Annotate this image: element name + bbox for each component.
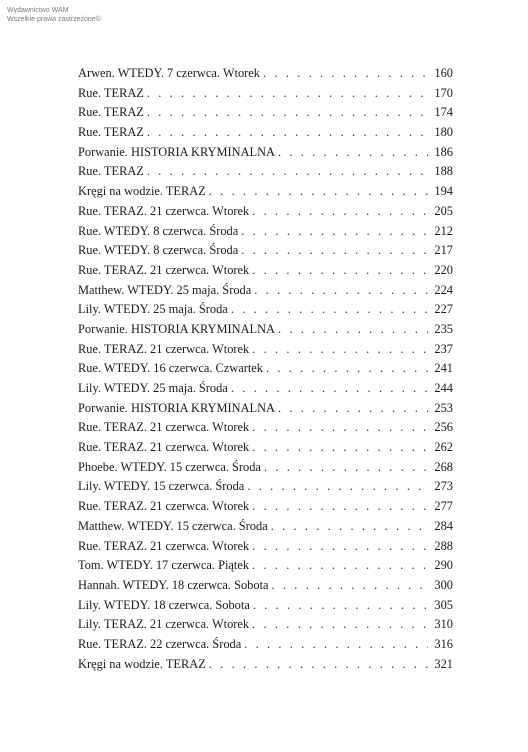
toc-entry-page-number: 194	[434, 184, 453, 199]
toc-entry-page-number: 253	[434, 400, 453, 415]
toc-entry	[78, 635, 453, 655]
toc-entry	[78, 64, 453, 84]
toc-dot-leader	[252, 202, 428, 222]
toc-dot-leader	[252, 340, 428, 360]
toc-entry-title: Rue. WTEDY. 8 czerwca. Środa	[78, 223, 239, 238]
toc-entry-page-number: 300	[434, 577, 453, 592]
toc-entry-title: Rue. WTEDY. 8 czerwca. Środa	[78, 243, 239, 258]
toc-entry	[78, 596, 453, 616]
toc-entry-page-number: 284	[434, 518, 453, 533]
toc-dot-leader	[231, 300, 429, 320]
toc-entry-title: Matthew. WTEDY. 25 maja. Środa	[78, 282, 252, 297]
toc-dot-leader	[252, 438, 428, 458]
toc-entry	[78, 576, 453, 596]
toc-entry-page-number: 262	[434, 440, 453, 455]
toc-dot-leader	[278, 399, 428, 419]
toc-entry-page-number: 174	[434, 105, 453, 120]
toc-entry	[78, 359, 453, 379]
toc-entry-title: Arwen. WTEDY. 7 czerwca. Wtorek	[78, 66, 261, 80]
toc-dot-leader	[278, 143, 428, 163]
publisher-notice	[7, 6, 101, 24]
toc-entry-title: Lily. WTEDY. 18 czerwca. Sobota	[78, 597, 250, 612]
toc-dot-leader	[231, 379, 429, 399]
toc-entry	[78, 103, 453, 123]
toc-entry-title: Rue. TERAZ. 21 czerwca. Wtorek	[78, 341, 250, 356]
toc-entry	[78, 84, 453, 104]
toc-entry-page-number: 212	[434, 223, 453, 238]
toc-entry	[78, 418, 453, 438]
toc-dot-leader	[244, 635, 428, 655]
toc-entry	[78, 556, 453, 576]
toc-entry-page-number: 160	[434, 66, 453, 80]
toc-dot-leader	[252, 537, 428, 557]
toc-entry	[78, 655, 453, 675]
toc-dot-leader	[252, 615, 428, 635]
toc-entry	[78, 202, 453, 222]
toc-entry-title: Rue. TERAZ	[78, 105, 144, 120]
toc-entry-page-number: 188	[434, 164, 453, 179]
toc-entry-page-number: 241	[434, 361, 453, 376]
toc-entry-title: Kręgi na wodzie. TERAZ	[78, 656, 206, 671]
toc-entry-title: Matthew. WTEDY. 15 czerwca. Środa	[78, 518, 268, 533]
toc-entry	[78, 537, 453, 557]
toc-entry-title: Tom. WTEDY. 17 czerwca. Piątek	[78, 558, 250, 573]
toc-entry-title: Lily. WTEDY. 15 czerwca. Środa	[78, 479, 245, 494]
toc-entry	[78, 182, 453, 202]
toc-entry-title: Rue. WTEDY. 16 czerwca. Czwartek	[78, 361, 263, 376]
toc-dot-leader	[209, 182, 429, 202]
toc-entry-title: Rue. TERAZ. 21 czerwca. Wtorek	[78, 440, 250, 455]
toc-entry-page-number: 316	[434, 636, 453, 651]
toc-entry-title: Lily. WTEDY. 25 maja. Środa	[78, 302, 228, 317]
toc-dot-leader	[266, 359, 428, 379]
toc-entry	[78, 143, 453, 163]
toc-entry-page-number: 180	[434, 125, 453, 140]
toc-entry-page-number: 256	[434, 420, 453, 435]
toc-dot-leader	[147, 162, 429, 182]
toc-entry	[78, 458, 453, 478]
toc-entry	[78, 517, 453, 537]
toc-entry-page-number: 305	[434, 597, 453, 612]
toc-entry-page-number: 227	[434, 302, 453, 317]
toc-dot-leader	[252, 418, 428, 438]
toc-dot-leader	[278, 320, 428, 340]
toc-dot-leader	[147, 103, 429, 123]
toc-dot-leader	[241, 241, 428, 261]
toc-entry-title: Rue. TERAZ. 21 czerwca. Wtorek	[78, 499, 250, 514]
toc-entry	[78, 281, 453, 301]
toc-entry-title: Hannah. WTEDY. 18 czerwca. Sobota	[78, 577, 269, 592]
toc-entry-title: Rue. TERAZ. 21 czerwca. Wtorek	[78, 420, 250, 435]
toc-entry	[78, 379, 453, 399]
toc-dot-leader	[247, 477, 428, 497]
toc-entry-title: Rue. TERAZ. 21 czerwca. Wtorek	[78, 203, 250, 218]
toc-entry	[78, 241, 453, 261]
toc-entry-title: Porwanie. HISTORIA KRYMINALNA	[78, 400, 275, 415]
toc-entry	[78, 162, 453, 182]
toc-entry-page-number: 170	[434, 85, 453, 100]
toc-entry	[78, 399, 453, 419]
toc-entry-page-number: 288	[434, 538, 453, 553]
toc-entry	[78, 438, 453, 458]
toc-dot-leader	[264, 458, 428, 478]
toc-entry-title: Rue. TERAZ	[78, 85, 144, 100]
toc-dot-leader	[252, 261, 428, 281]
toc-entry-page-number: 273	[434, 479, 453, 494]
toc-dot-leader	[272, 576, 429, 596]
toc-entry-title: Rue. TERAZ	[78, 164, 144, 179]
toc-dot-leader	[147, 84, 429, 104]
toc-dot-leader	[252, 497, 428, 517]
toc-entry	[78, 123, 453, 143]
toc-entry-title: Kręgi na wodzie. TERAZ	[78, 184, 206, 199]
toc-entry	[78, 615, 453, 635]
toc-entry-title: Rue. TERAZ. 21 czerwca. Wtorek	[78, 262, 250, 277]
toc-entry	[78, 222, 453, 242]
toc-entry	[78, 497, 453, 517]
toc-dot-leader	[263, 64, 428, 84]
toc-entry-title: Lily. WTEDY. 25 maja. Środa	[78, 381, 228, 395]
toc-entry-page-number: 224	[434, 282, 453, 297]
toc-entry-page-number: 205	[434, 203, 453, 218]
toc-dot-leader	[209, 655, 429, 675]
toc-dot-leader	[252, 556, 428, 576]
toc-entry-title: Porwanie. HISTORIA KRYMINALNA	[78, 144, 275, 159]
copyright-notice: Wszelkie prawa zastrzeżone©	[7, 16, 101, 23]
toc-entry-title: Phoebe. WTEDY. 15 czerwca. Środa	[78, 459, 261, 474]
toc-dot-leader	[254, 281, 428, 301]
toc-entry	[78, 261, 453, 281]
publisher-name: Wydawnictwo WAM	[7, 7, 69, 14]
toc-entry-page-number: 217	[434, 243, 453, 258]
toc-entry	[78, 320, 453, 340]
toc-entry-page-number: 186	[434, 144, 453, 159]
toc-dot-leader	[241, 222, 428, 242]
toc-entry	[78, 477, 453, 497]
toc-entry-title: Lily. TERAZ. 21 czerwca. Wtorek	[78, 617, 250, 632]
toc-entry-page-number: 310	[434, 617, 453, 632]
toc-entry-page-number: 244	[434, 381, 453, 395]
toc-dot-leader	[271, 517, 429, 537]
toc-entry	[78, 340, 453, 360]
toc-entry-title: Rue. TERAZ	[78, 125, 144, 140]
toc-entry-page-number: 235	[434, 321, 453, 336]
toc-entry-title: Rue. TERAZ. 22 czerwca. Środa	[78, 636, 242, 651]
toc-entry-page-number: 290	[434, 558, 453, 573]
toc-entry-page-number: 277	[434, 499, 453, 514]
toc-entry-page-number: 268	[434, 459, 453, 474]
toc-dot-leader	[253, 596, 429, 616]
toc-entry-page-number: 220	[434, 262, 453, 277]
toc-entry-page-number: 237	[434, 341, 453, 356]
toc-entry-page-number: 321	[434, 656, 453, 671]
toc-dot-leader	[147, 123, 429, 143]
toc-entry-title: Porwanie. HISTORIA KRYMINALNA	[78, 321, 275, 336]
toc-entry-title: Rue. TERAZ. 21 czerwca. Wtorek	[78, 538, 250, 553]
table-of-contents	[78, 64, 453, 674]
toc-entry	[78, 300, 453, 320]
